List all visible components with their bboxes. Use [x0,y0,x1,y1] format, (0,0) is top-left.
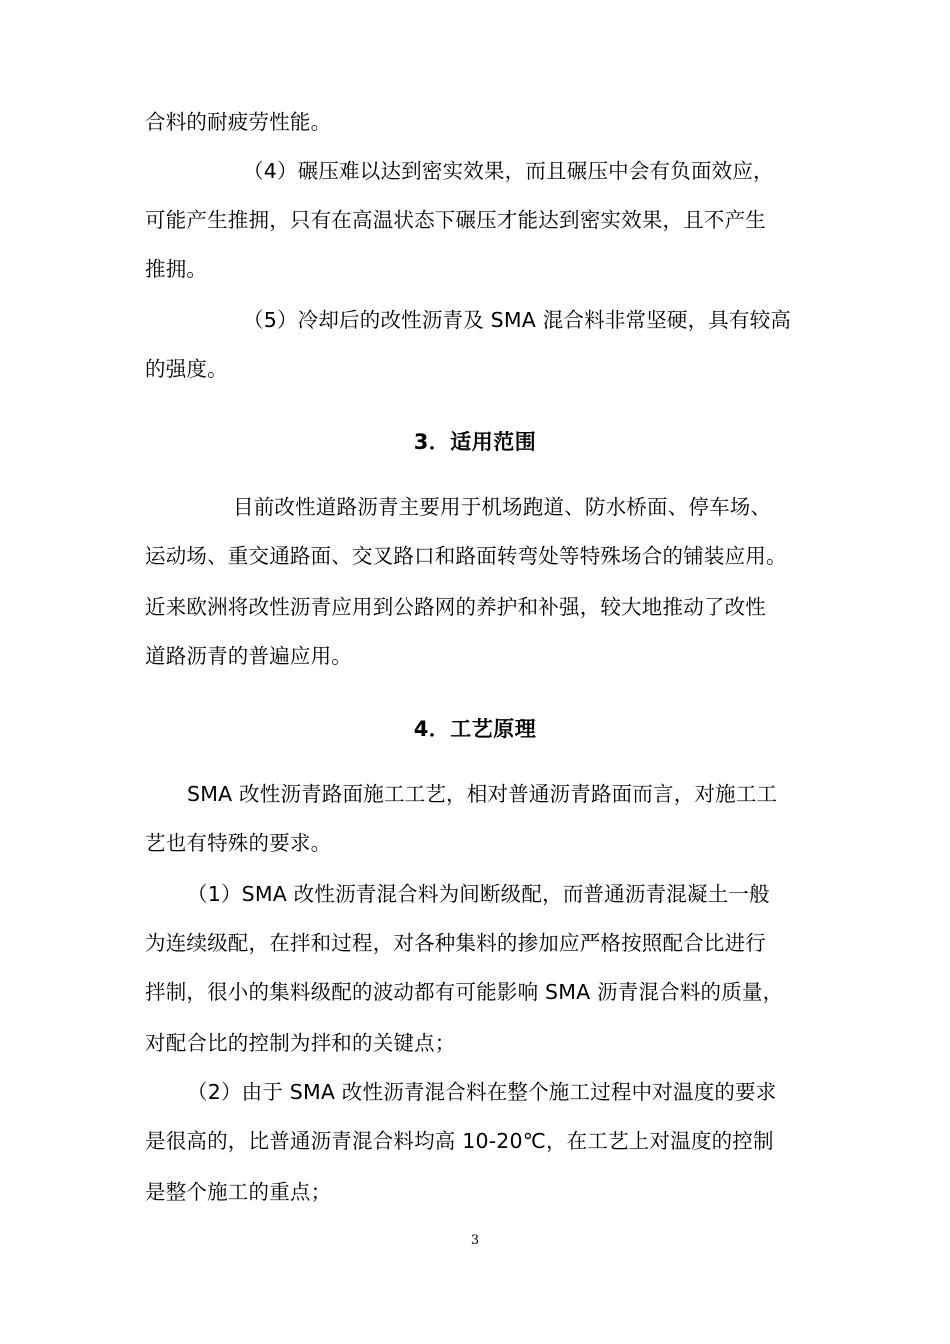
body-line: 合料的耐疲劳性能。 [145,110,332,134]
body-line: 是整个施工的重点； [145,1180,332,1204]
body-line: 的强度。 [145,357,228,381]
body-line: （2）由于 SMA 改性沥青混合料在整个施工过程中对温度的要求 [187,1080,777,1104]
body-line: （4）碾压难以达到密实效果，而且碾压中会有负面效应， [243,159,774,183]
body-line: 目前改性道路沥青主要用于机场跑道、防水桥面、停车场、 [233,495,772,519]
body-line: （1）SMA 改性沥青混合料为间断级配，而普通沥青混凝土一般 [187,882,770,906]
section-heading: 4．工艺原理 [413,717,537,741]
body-line: 是很高的，比普通沥青混合料均高 10-20℃，在工艺上对温度的控制 [145,1129,774,1153]
page-number: 3 [470,1233,480,1248]
body-line: 道路沥青的普遍应用。 [145,644,352,668]
body-line: 推拥。 [145,257,208,281]
body-line: SMA 改性沥青路面施工工艺，相对普通沥青路面而言，对施工工 [187,782,778,806]
body-line: 对配合比的控制为拌和的关键点； [145,1031,456,1055]
body-line: （5）冷却后的改性沥青及 SMA 混合料非常坚硬，具有较高 [243,308,792,332]
body-line: 近来欧洲将改性沥青应用到公路网的养护和补强，较大地推动了改性 [145,595,766,619]
body-line: 拌制，很小的集料级配的波动都有可能影响 SMA 沥青混合料的质量， [145,980,784,1004]
body-line: 可能产生推拥，只有在高温状态下碾压才能达到密实效果，且不产生 [145,208,766,232]
body-line: 为连续级配，在拌和过程，对各种集料的掺加应严格按照配合比进行 [145,931,766,955]
section-heading: 3．适用范围 [413,430,537,454]
body-line: 艺也有特殊的要求。 [145,831,332,855]
body-line: 运动场、重交通路面、交叉路口和路面转弯处等特殊场合的铺装应用。 [145,544,787,568]
